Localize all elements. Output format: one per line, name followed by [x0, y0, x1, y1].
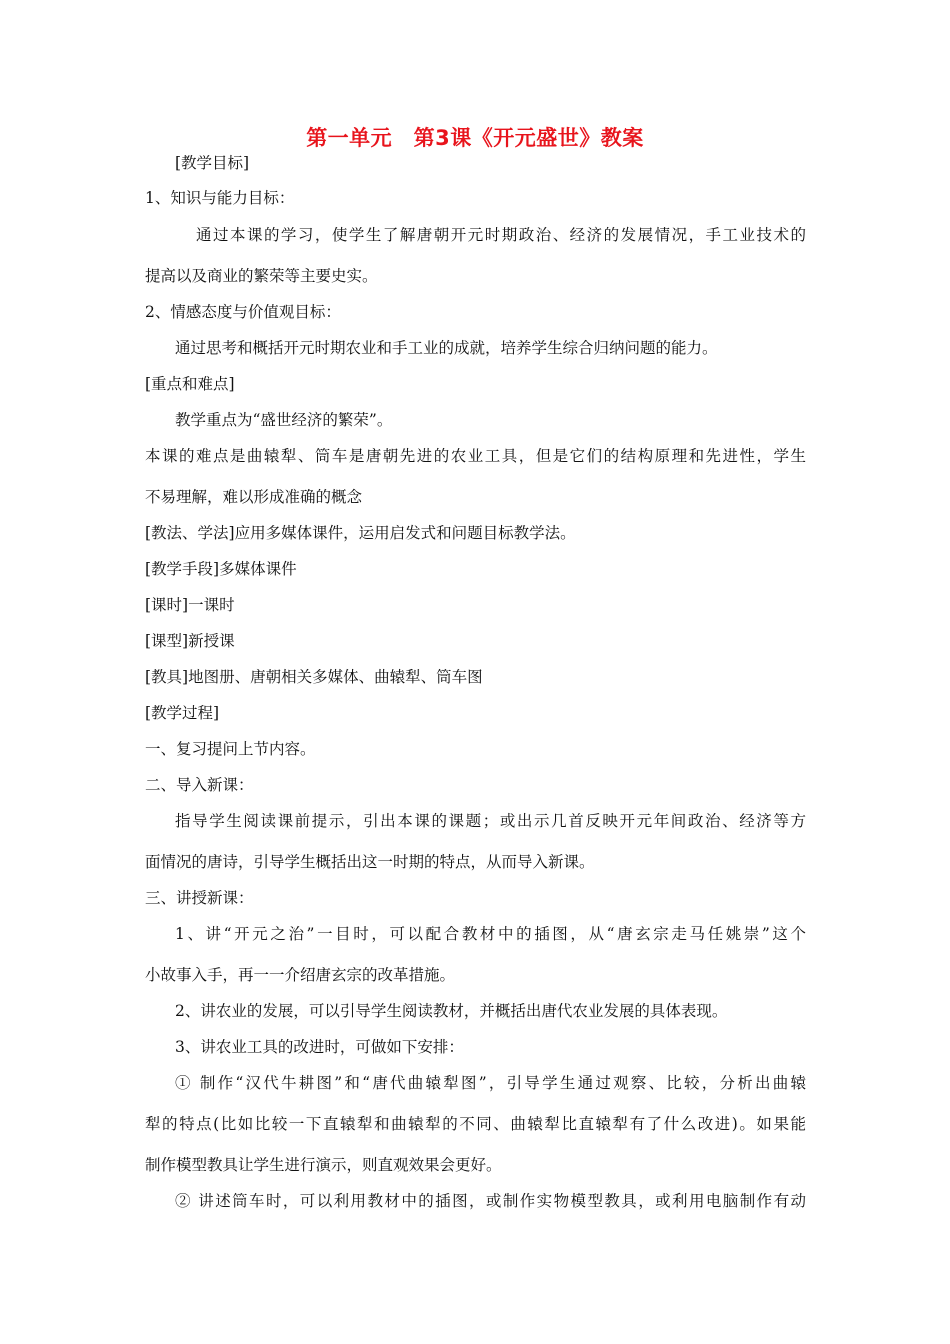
section-heading-key-points: [重点和难点]: [145, 375, 235, 393]
step-3-item-3-sub-2-line-1: ② 讲述筒车时，可以利用教材中的插图，或制作实物模型教具，或利用电脑制作有动: [175, 1192, 806, 1210]
objective-1-heading: 1、知识与能力目标：: [145, 189, 295, 207]
teaching-method: [教法、学法]应用多媒体课件，运用启发式和问题目标教学法。: [145, 524, 576, 542]
step-3-item-1-line-1: 1、讲“开元之治”一目时，可以配合教材中的插图，从“唐玄宗走马任姚崇”这个: [175, 925, 806, 943]
key-point-text: 教学重点为“盛世经济的繁荣”。: [175, 411, 393, 429]
step-3-item-3-sub-1-line-1: ① 制作“汉代牛耕图”和“唐代曲辕犁图”，引导学生通过观察、比较，分析出曲辕: [175, 1074, 806, 1092]
difficulty-text-line-1: 本课的难点是曲辕犁、筒车是唐朝先进的农业工具，但是它们的结构原理和先进性，学生: [145, 447, 806, 465]
objective-1-text-line-2: 提高以及商业的繁荣等主要史实。: [145, 267, 378, 285]
step-3-item-2: 2、讲农业的发展，可以引导学生阅读教材，并概括出唐代农业发展的具体表现。: [175, 1002, 728, 1020]
step-2-text-line-1: 指导学生阅读课前提示，引出本课的课题；或出示几首反映开元年间政治、经济等方: [175, 812, 806, 830]
step-2-text-line-2: 面情况的唐诗，引导学生概括出这一时期的特点，从而导入新课。: [145, 853, 595, 871]
lesson-type: [课型]新授课: [145, 632, 235, 650]
step-3-heading: 三、讲授新课：: [145, 889, 254, 907]
difficulty-text-line-2: 不易理解，难以形成准确的概念: [145, 488, 363, 506]
step-2-heading: 二、导入新课：: [145, 776, 254, 794]
lesson-title: 第一单元 第3课《开元盛世》教案: [306, 126, 644, 150]
teaching-means: [教学手段]多媒体课件: [145, 560, 297, 578]
step-1-review: 一、复习提问上节内容。: [145, 740, 316, 758]
step-3-item-3-sub-1-line-3: 制作模型教具让学生进行演示，则直观效果会更好。: [145, 1156, 502, 1174]
teaching-aids: [教具]地图册、唐朝相关多媒体、曲辕犁、筒车图: [145, 668, 483, 686]
section-heading-process: [教学过程]: [145, 704, 220, 722]
objective-1-text-line-1: 通过本课的学习，使学生了解唐朝开元时期政治、经济的发展情况，手工业技术的: [196, 226, 806, 244]
step-3-item-3-sub-1-line-2: 犁的特点(比如比较一下直辕犁和曲辕犁的不同、曲辕犁比直辕犁有了什么改进)。如果能: [145, 1115, 806, 1133]
step-3-item-1-line-2: 小故事入手，再一一介绍唐玄宗的改革措施。: [145, 966, 456, 984]
class-hours: [课时]一课时: [145, 596, 235, 614]
objective-2-text: 通过思考和概括开元时期农业和手工业的成就，培养学生综合归纳问题的能力。: [175, 339, 718, 357]
section-heading-objectives: [教学目标]: [175, 154, 250, 172]
objective-2-heading: 2、情感态度与价值观目标：: [145, 303, 341, 321]
step-3-item-3-heading: 3、讲农业工具的改进时，可做如下安排：: [175, 1038, 464, 1056]
